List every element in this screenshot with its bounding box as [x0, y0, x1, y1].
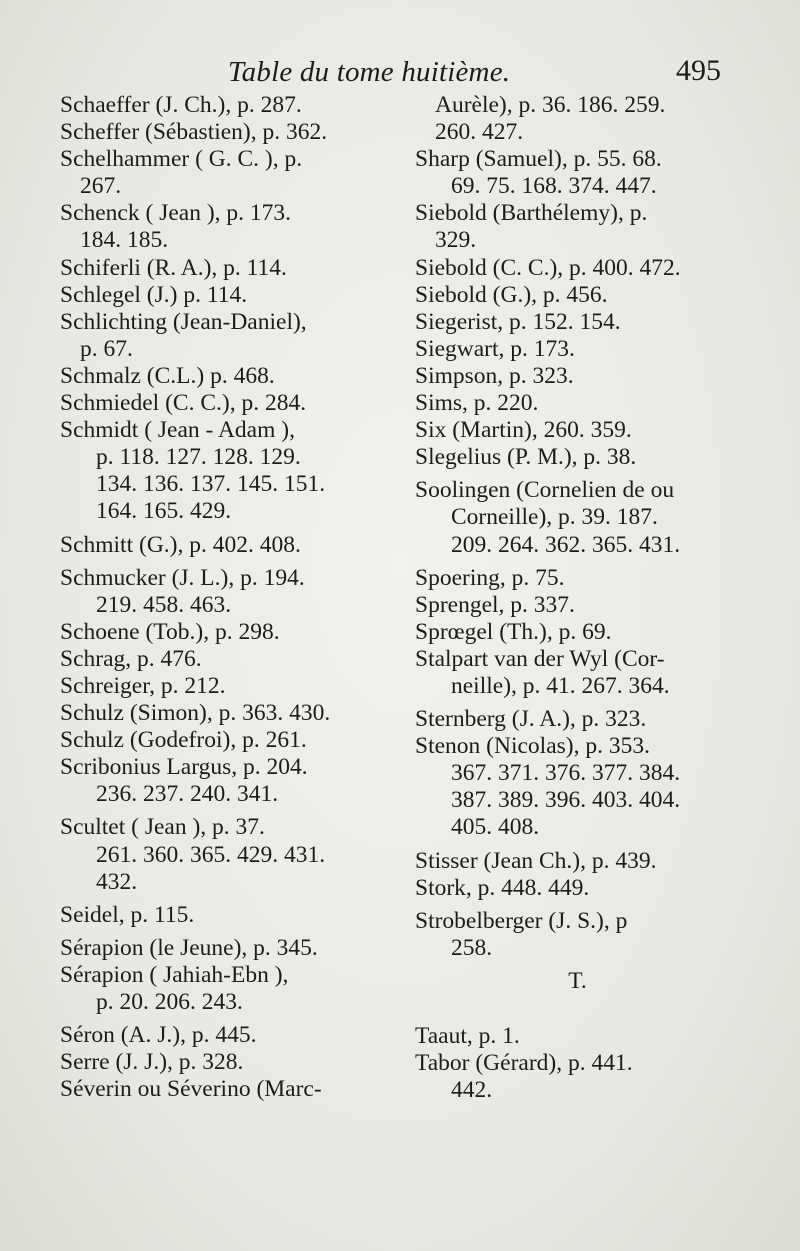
- index-entry: Siebold (C. C.), p. 400. 472.: [415, 254, 681, 281]
- index-entry: Schrag, p. 476.: [60, 645, 202, 672]
- index-entry: Sérapion ( Jahiah-Ebn ),: [60, 961, 289, 988]
- index-entry: Seidel, p. 115.: [60, 901, 195, 928]
- index-entry: Stalpart van der Wyl (Cor-: [415, 645, 665, 672]
- index-column-left: [60, 92, 405, 1103]
- index-entry-continuation: 134. 136. 137. 145. 151.: [96, 471, 326, 498]
- index-entry: Schmiedel (C. C.), p. 284.: [60, 390, 307, 417]
- index-entry-continuation: 219. 458. 463.: [96, 591, 232, 618]
- index-entry: Simpson, p. 323.: [415, 362, 574, 389]
- index-entry-continuation: p. 67.: [80, 335, 133, 362]
- index-entry: Schulz (Simon), p. 363. 430.: [60, 700, 331, 727]
- index-entry: Sternberg (J. A.), p. 323.: [415, 706, 647, 733]
- index-entry: Siebold (Barthélemy), p.: [415, 200, 648, 227]
- index-entry-continuation: 260. 427.: [435, 119, 524, 146]
- index-entry-continuation: 267.: [80, 173, 122, 200]
- index-entry: Siegwart, p. 173.: [415, 335, 575, 362]
- index-entry: Sprengel, p. 337.: [415, 591, 575, 618]
- index-entry: Tabor (Gérard), p. 441.: [415, 1050, 633, 1077]
- index-entry-continuation: 184. 185.: [80, 227, 169, 254]
- index-entry: Schulz (Godefroi), p. 261.: [60, 727, 307, 754]
- index-entry-continuation: 442.: [451, 1077, 493, 1104]
- page-number: 495: [676, 54, 721, 87]
- index-entry: Séverin ou Séverino (Marc-: [60, 1076, 322, 1103]
- index-column-right: [415, 92, 760, 1104]
- index-entry: Six (Martin), 260. 359.: [415, 417, 632, 444]
- index-entry-continuation: 432.: [96, 868, 138, 895]
- index-entry: Siegerist, p. 152. 154.: [415, 308, 621, 335]
- index-entry: Strobelberger (J. S.), p: [415, 907, 628, 934]
- index-entry: Scultet ( Jean ), p. 37.: [60, 814, 265, 841]
- index-entry-continuation: 387. 389. 396. 403. 404.: [451, 787, 681, 814]
- index-entry: Stenon (Nicolas), p. 353.: [415, 733, 650, 760]
- index-entry-continuation: p. 118. 127. 128. 129.: [96, 444, 301, 471]
- index-entry: Sérapion (le Jeune), p. 345.: [60, 934, 318, 961]
- index-entry-continuation: 209. 264. 362. 365. 431.: [451, 531, 681, 558]
- index-entry: Schlegel (J.) p. 114.: [60, 281, 248, 308]
- index-entry: Schenck ( Jean ), p. 173.: [60, 200, 292, 227]
- section-letter-heading: T.: [568, 967, 587, 994]
- index-entry-continuation: 69. 75. 168. 374. 447.: [451, 173, 657, 200]
- index-entry-continuation: 164. 165. 429.: [96, 498, 232, 525]
- index-entry-continuation: 261. 360. 365. 429. 431.: [96, 841, 326, 868]
- index-entry: Schmucker (J. L.), p. 194.: [60, 564, 305, 591]
- index-entry: Schaeffer (J. Ch.), p. 287.: [60, 92, 302, 118]
- index-entry-continuation: Corneille), p. 39. 187.: [451, 504, 658, 531]
- page-header: [0, 52, 800, 92]
- index-entry: Schiferli (R. A.), p. 114.: [60, 254, 287, 281]
- index-entry-continuation: 329.: [435, 227, 477, 254]
- index-entry: Sims, p. 220.: [415, 390, 539, 417]
- index-entry: Taaut, p. 1.: [415, 1023, 520, 1049]
- index-entry: Slegelius (P. M.), p. 38.: [415, 444, 637, 471]
- index-entry-continuation: 236. 237. 240. 341.: [96, 781, 279, 808]
- index-entry-continuation: 258.: [451, 934, 493, 961]
- index-entry: Schreiger, p. 212.: [60, 672, 226, 699]
- index-entry-continuation: neille), p. 41. 267. 364.: [451, 672, 670, 699]
- index-entry: Schmidt ( Jean - Adam ),: [60, 417, 295, 444]
- index-entry: Schelhammer ( G. C. ), p.: [60, 146, 303, 173]
- index-entry: Stork, p. 448. 449.: [415, 874, 590, 901]
- index-entry: Scheffer (Sébastien), p. 362.: [60, 119, 328, 146]
- index-entry-continuation: 405. 408.: [451, 814, 540, 841]
- index-entry: Sprœgel (Th.), p. 69.: [415, 618, 612, 645]
- index-entry: Scribonius Largus, p. 204.: [60, 754, 308, 781]
- index-entry: Sharp (Samuel), p. 55. 68.: [415, 146, 662, 173]
- index-entry: Schoene (Tob.), p. 298.: [60, 618, 280, 645]
- index-entry: Schlichting (Jean-Daniel),: [60, 308, 307, 335]
- running-title: Table du tome huitième.: [228, 56, 511, 88]
- index-entry: Stisser (Jean Ch.), p. 439.: [415, 847, 657, 874]
- index-entry-continuation: Aurèle), p. 36. 186. 259.: [435, 92, 666, 118]
- index-entry-continuation: 367. 371. 376. 377. 384.: [451, 760, 681, 787]
- index-entry-continuation: p. 20. 206. 243.: [96, 989, 243, 1015]
- index-entry: Serre (J. J.), p. 328.: [60, 1049, 244, 1076]
- index-entry: Spoering, p. 75.: [415, 564, 565, 591]
- index-entry: Siebold (G.), p. 456.: [415, 281, 608, 308]
- index-entry: Schmalz (C.L.) p. 468.: [60, 362, 275, 389]
- index-entry: Soolingen (Cornelien de ou: [415, 477, 675, 504]
- index-entry: Schmitt (G.), p. 402. 408.: [60, 531, 301, 558]
- index-entry: Séron (A. J.), p. 445.: [60, 1022, 257, 1049]
